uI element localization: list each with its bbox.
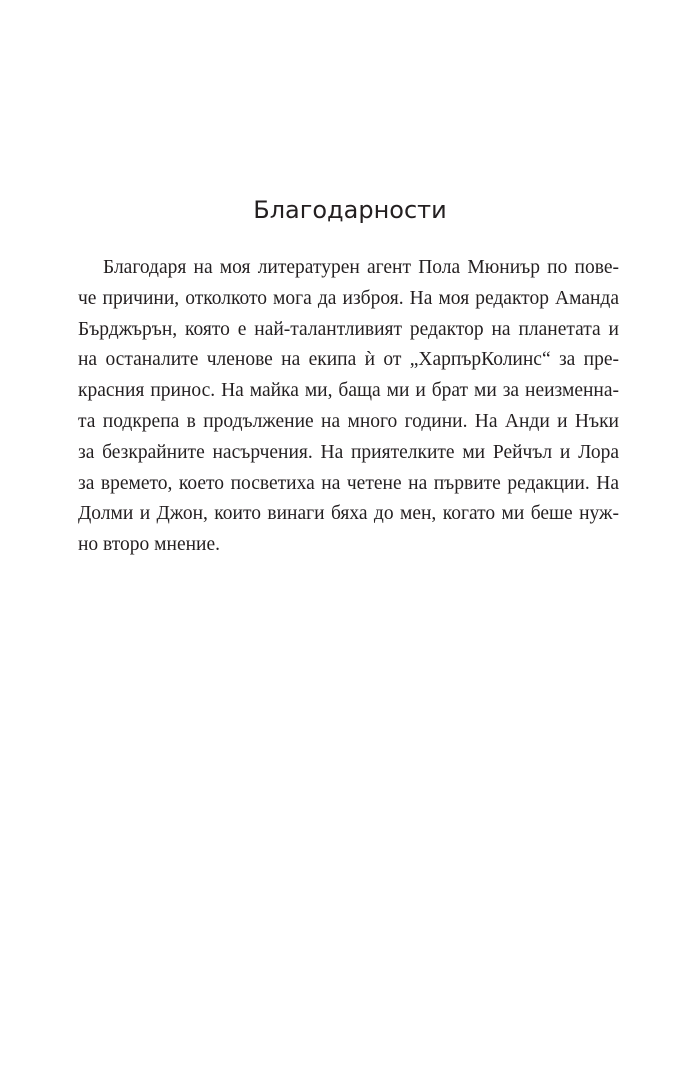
text-line: но второ мнение. — [78, 534, 221, 556]
text-line: Долми и Джон, които винаги бяха до мен, когато ми беше нуж- — [78, 503, 619, 525]
text-line: красния принос. На майка ми, баща ми и брат ми за неизменна- — [78, 380, 619, 402]
text-line: за безкрайните насърчения. На приятелките ми Рейчъл и Лора — [78, 441, 619, 463]
text-line: за времето, което посветиха на четене на първите редакции. На — [78, 472, 619, 494]
text-line: Благодаря на моя литературен агент Пола Мюниър по пове- — [103, 257, 619, 278]
text-line: че причини, отколкото мога да изброя. На моя редактор Аманда — [78, 287, 619, 309]
text-line: на останалите членове на екипа ѝ от „ХарпърКолинс“ за пре- — [78, 349, 619, 371]
page-title: Благодарности — [253, 196, 447, 224]
text-line: та подкрепа в продължение на много години. На Анди и Нъки — [78, 410, 619, 432]
text-line: Бърджърън, която е най-талантливият редактор на планетата и — [78, 318, 619, 340]
acknowledgements-paragraph — [78, 253, 619, 561]
